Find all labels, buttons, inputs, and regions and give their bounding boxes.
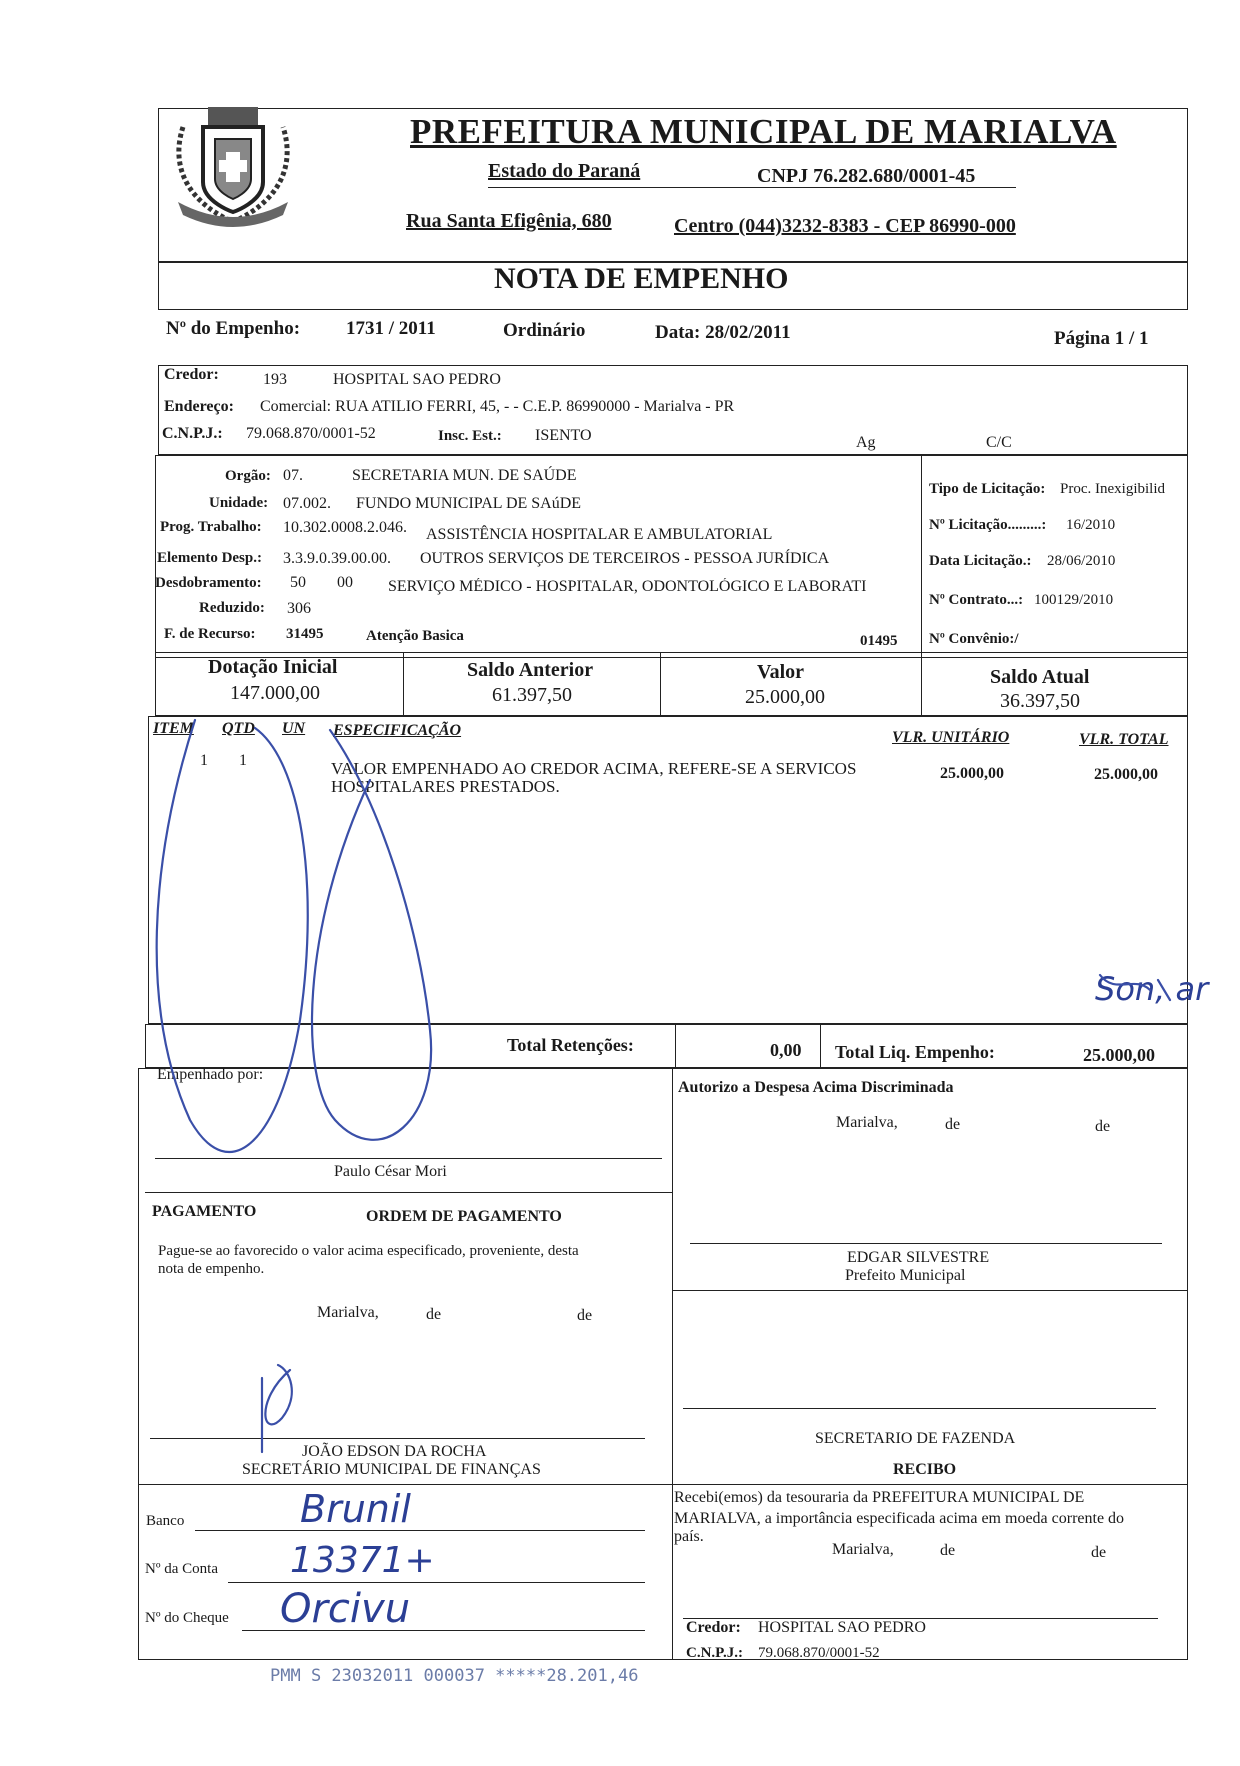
col-qtd: QTD <box>222 720 255 737</box>
page-title: PREFEITURA MUNICIPAL DE MARIALVA <box>410 112 1117 151</box>
dotacao-inicial-label: Dotação Inicial <box>208 656 338 678</box>
desdobramento-code2: 00 <box>337 574 353 591</box>
empenhado-label: Empenhado por: <box>157 1066 264 1083</box>
lower-divider <box>672 1068 673 1660</box>
prog-name: ASSISTÊNCIA HOSPITALAR E AMBULATORIAL <box>426 526 773 543</box>
empenhado-name: Paulo César Mori <box>334 1163 447 1180</box>
dotacao-divider <box>921 455 922 658</box>
recibo-top <box>672 1484 1188 1485</box>
recibo-cnpj-value: 79.068.870/0001-52 <box>758 1645 880 1661</box>
coat-of-arms-icon <box>163 97 303 237</box>
reduzido-label: Reduzido: <box>199 600 265 616</box>
row-spec-line2: HOSPITALARES PRESTADOS. <box>331 777 560 796</box>
recibo-text-2: MARIALVA, a importância especificada acima em moeda corrente do <box>674 1510 1125 1527</box>
state-name: Estado do Paraná <box>488 160 641 182</box>
saldos-divider-1 <box>403 652 404 716</box>
elemento-label: Elemento Desp.: <box>157 550 262 566</box>
liquido-value: 25.000,00 <box>1083 1045 1155 1065</box>
header-address: Centro (044)3232-8383 - CEP 86990-000 <box>674 215 1016 237</box>
fazenda-role: SECRETARIO DE FAZENDA <box>815 1430 1016 1447</box>
empenhado-bottom <box>145 1192 672 1193</box>
saldo-anterior-label: Saldo Anterior <box>467 659 594 681</box>
desdobramento-code1: 50 <box>290 574 306 591</box>
recibo-credor-value: HOSPITAL SAO PEDRO <box>758 1619 926 1636</box>
col-un: UN <box>282 720 306 737</box>
address-label: Endereço: <box>164 398 234 415</box>
pague-text-2: nota de empenho. <box>158 1261 265 1277</box>
recibo-de-1: de <box>940 1542 956 1559</box>
empenho-date: Data: 28/02/2011 <box>655 322 791 343</box>
credor-cnpj: 79.068.870/0001-52 <box>246 425 376 442</box>
recibo-credor-label: Credor: <box>686 1619 741 1636</box>
contrato-value: 100129/2010 <box>1034 592 1114 608</box>
insc-value: ISENTO <box>535 427 592 444</box>
col-unit: VLR. UNITÁRIO <box>892 729 1010 746</box>
header-underline <box>488 187 1016 188</box>
cheque-label: Nº do Cheque <box>145 1610 229 1626</box>
autorizo-label: Autorizo a Despesa Acima Discriminada <box>678 1079 954 1096</box>
credor-name: HOSPITAL SAO PEDRO <box>333 371 501 388</box>
recibo-de-2: de <box>1091 1544 1107 1561</box>
empenhado-sign-line <box>155 1158 662 1159</box>
recibo-label: RECIBO <box>893 1461 957 1478</box>
valor-value: 25.000,00 <box>745 686 825 708</box>
prefeito-role: Prefeito Municipal <box>845 1267 966 1284</box>
saldo-atual-label: Saldo Atual <box>990 666 1090 688</box>
saldo-atual-value: 36.397,50 <box>1000 690 1080 712</box>
licitacao-tipo-label: Tipo de Licitação: <box>929 481 1046 497</box>
unidade-code: 07.002. <box>283 495 331 512</box>
prefeito-name: EDGAR SILVESTRE <box>847 1249 990 1266</box>
col-spec: ESPECIFICAÇÃO <box>333 722 462 739</box>
retencoes-value: 0,00 <box>770 1040 802 1060</box>
liquido-label: Total Liq. Empenho: <box>835 1042 995 1062</box>
recibo-text-3: país. <box>674 1528 704 1545</box>
recurso-code: 31495 <box>286 626 324 642</box>
credor-label: Credor: <box>164 366 219 383</box>
recibo-cnpj-label: C.N.P.J.: <box>686 1645 743 1661</box>
autorizo-de-1: de <box>945 1116 961 1133</box>
col-total: VLR. TOTAL <box>1079 731 1169 748</box>
unidade-label: Unidade: <box>209 495 269 511</box>
financas-bottom <box>138 1484 672 1485</box>
empenho-page: Página 1 / 1 <box>1054 328 1149 349</box>
recurso-code2: 01495 <box>860 633 898 649</box>
licitacao-tipo-value: Proc. Inexigibilid <box>1060 481 1165 497</box>
pague-text-1: Pague-se ao favorecido o valor acima especificado, proveniente, desta <box>158 1243 579 1259</box>
empenho-number: 1731 / 2011 <box>346 318 436 339</box>
totals-box <box>145 1024 1188 1068</box>
recibo-text-1: Recebi(emos) da tesouraria da PREFEITURA MUNICIPAL DE <box>674 1489 1085 1506</box>
unidade-name: FUNDO MUNICIPAL DE SAúDE <box>356 495 582 512</box>
pagamento-label: PAGAMENTO <box>152 1203 257 1220</box>
pague-de-2: de <box>577 1307 593 1324</box>
prog-label: Prog. Trabalho: <box>160 519 262 535</box>
ordem-label: ORDEM DE PAGAMENTO <box>366 1208 562 1225</box>
desdobramento-name: SERVIÇO MÉDICO - HOSPITALAR, ODONTOLÓGICO E LABORATI <box>388 578 867 595</box>
empenho-number-label: Nº do Empenho: <box>166 318 301 339</box>
recibo-city: Marialva, <box>832 1541 894 1558</box>
orgao-label: Orgão: <box>225 468 271 484</box>
dotacao-inicial-value: 147.000,00 <box>230 682 320 704</box>
totals-divider-2 <box>820 1024 821 1068</box>
retencoes-label: Total Retenções: <box>507 1035 634 1055</box>
autorizo-city: Marialva, <box>836 1114 898 1131</box>
row-unit-value: 25.000,00 <box>940 765 1004 782</box>
document-title: NOTA DE EMPENHO <box>494 262 789 295</box>
account-label: C/C <box>986 434 1012 451</box>
prefeito-bottom <box>672 1290 1188 1291</box>
orgao-code: 07. <box>283 467 303 484</box>
banco-line <box>195 1530 645 1531</box>
elemento-name: OUTROS SERVIÇOS DE TERCEIROS - PESSOA JURÍDICA <box>420 550 830 567</box>
autorizo-de-2: de <box>1095 1118 1111 1135</box>
licitacao-data-label: Data Licitação.: <box>929 553 1032 569</box>
cheque-handwritten: Orcivu <box>280 1586 411 1632</box>
empenho-type: Ordinário <box>503 320 586 341</box>
saldo-anterior-value: 61.397,50 <box>492 684 572 706</box>
credor-code: 193 <box>263 371 287 388</box>
elemento-code: 3.3.9.0.39.00.00. <box>283 550 391 567</box>
pague-de-1: de <box>426 1306 442 1323</box>
credor-address: Comercial: RUA ATILIO FERRI, 45, - - C.E.P. 86990000 - Marialva - PR <box>260 398 735 415</box>
recurso-label: F. de Recurso: <box>164 626 256 642</box>
pague-city: Marialva, <box>317 1304 379 1321</box>
conta-line <box>228 1582 645 1583</box>
row-total-value: 25.000,00 <box>1094 766 1158 783</box>
convenio-label: Nº Convênio:/ <box>929 631 1019 647</box>
header-street: Rua Santa Efigênia, 680 <box>406 210 612 232</box>
licitacao-data-value: 28/06/2010 <box>1047 553 1116 569</box>
conta-label: Nº da Conta <box>145 1561 218 1577</box>
orgao-name: SECRETARIA MUN. DE SAÚDE <box>352 467 577 484</box>
financas-name: JOÃO EDSON DA ROCHA <box>302 1443 487 1460</box>
insc-label: Insc. Est.: <box>438 428 502 444</box>
prefeito-sign-line <box>690 1243 1162 1244</box>
conta-handwritten: 13371+ <box>290 1540 435 1581</box>
saldos-divider-2 <box>660 652 661 716</box>
row-qtd: 1 <box>239 752 247 769</box>
saldos-divider-3 <box>921 652 922 716</box>
recurso-name: Atenção Basica <box>366 628 464 644</box>
row-item: 1 <box>200 752 208 769</box>
payment-stamp: PMM S 23032011 000037 *****28.201,46 <box>270 1666 639 1686</box>
col-item: ITEM <box>153 720 194 737</box>
banco-handwritten: Brunil <box>300 1487 411 1531</box>
contrato-label: Nº Contrato...: <box>929 592 1024 608</box>
row-spec-line1: VALOR EMPENHADO AO CREDOR ACIMA, REFERE-SE A SERVICOS <box>331 759 857 778</box>
cnpj-label: C.N.P.J.: <box>162 425 223 442</box>
financas-sign-line <box>150 1438 645 1439</box>
financas-role: SECRETÁRIO MUNICIPAL DE FINANÇAS <box>242 1461 541 1478</box>
banco-label: Banco <box>146 1513 185 1529</box>
desdobramento-label: Desdobramento: <box>155 575 262 591</box>
totals-divider-1 <box>675 1024 676 1068</box>
valor-label: Valor <box>757 661 805 683</box>
header-cnpj: CNPJ 76.282.680/0001-45 <box>757 165 976 187</box>
fazenda-sign-line <box>683 1408 1156 1409</box>
handwritten-initials: Son, ar <box>1095 970 1209 1008</box>
reduzido-value: 306 <box>287 600 311 617</box>
prog-code: 10.302.0008.2.046. <box>283 519 407 536</box>
licitacao-num-label: Nº Licitação.........: <box>929 517 1047 533</box>
licitacao-num-value: 16/2010 <box>1066 517 1116 533</box>
agency-label: Ag <box>856 434 876 451</box>
